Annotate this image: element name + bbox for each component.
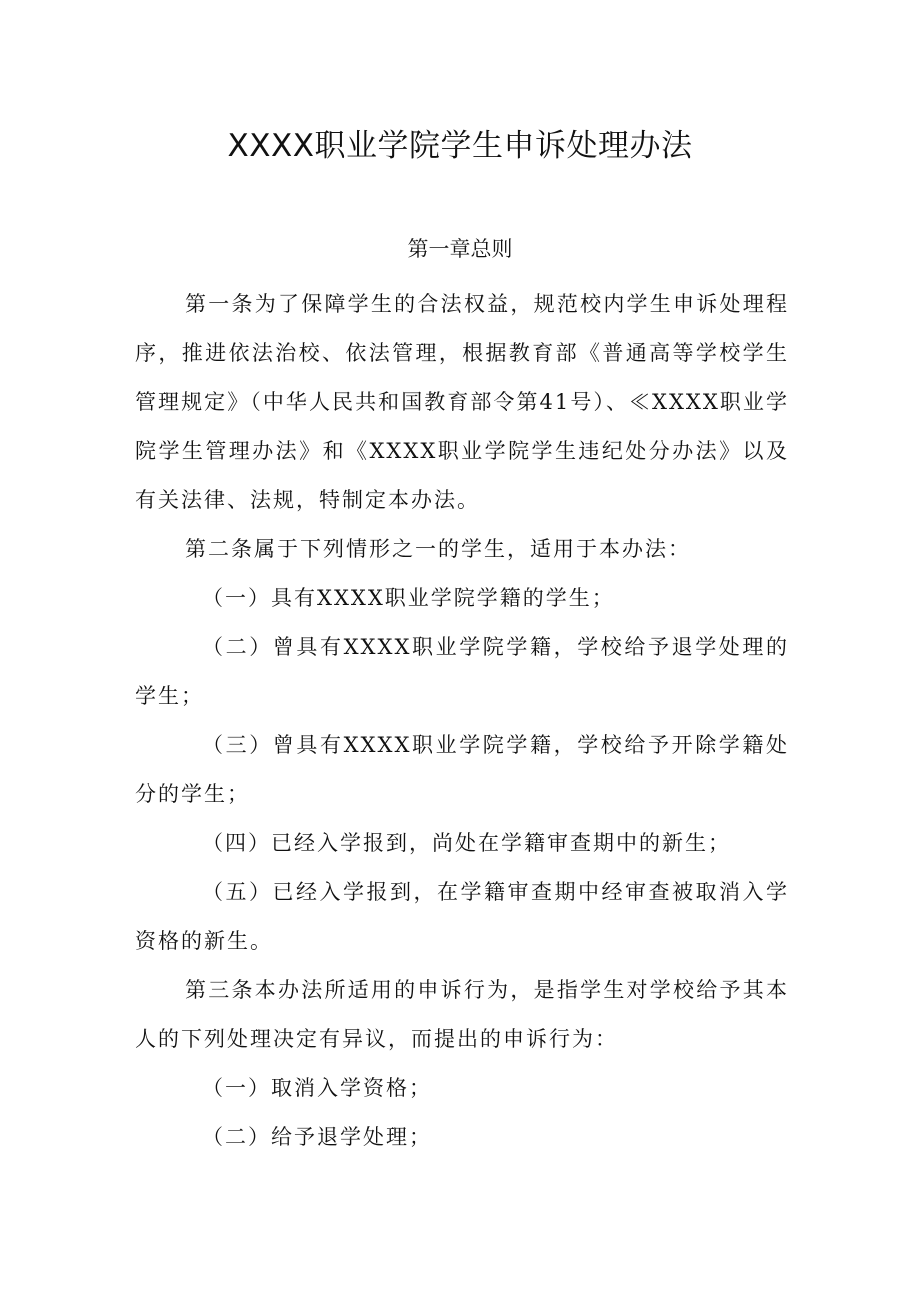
article-2-item-5: （五）已经入学报到，在学籍审查期中经审查被取消入学资格的新生。 (135, 880, 789, 953)
document-title: XXXX职业学院学生申诉处理办法 (227, 128, 693, 164)
article-2-item-4: （四）已经入学报到，尚处在学籍审查期中的新生； (202, 831, 731, 855)
article-1-paragraph: 第一条为了保障学生的合法权益，规范校内学生申诉处理程序，推进依法治校、依法管理，根据教育部《普通高等学校学生管理规定》（中华人民共和国教育部令第41号）、≪XXXX职业学院学生管理办法》和《XXXX职业学院学生违纪处分办法》以及有关法律、法规，特制定本办法。 (135, 292, 789, 512)
chapter-heading: 第一章总则 (407, 237, 513, 261)
article-3-paragraph: 第三条本办法所适用的申诉行为，是指学生对学校给予其本人的下列处理决定有异议，而提出的申诉行为： (135, 978, 789, 1051)
article-2-item-3: （三）曾具有XXXX职业学院学籍，学校给予开除学籍处分的学生； (135, 733, 789, 806)
article-2-item-1: （一）具有XXXX职业学院学籍的学生； (202, 586, 615, 610)
article-2-paragraph: 第二条属于下列情形之一的学生，适用于本办法： (185, 537, 691, 561)
article-3-item-2: （二）给予退学处理； (202, 1125, 432, 1149)
document-body (135, 280, 789, 1162)
article-2-item-2: （二）曾具有XXXX职业学院学籍，学校给予退学处理的学生； (135, 635, 789, 708)
article-3-item-1: （一）取消入学资格； (202, 1076, 432, 1100)
